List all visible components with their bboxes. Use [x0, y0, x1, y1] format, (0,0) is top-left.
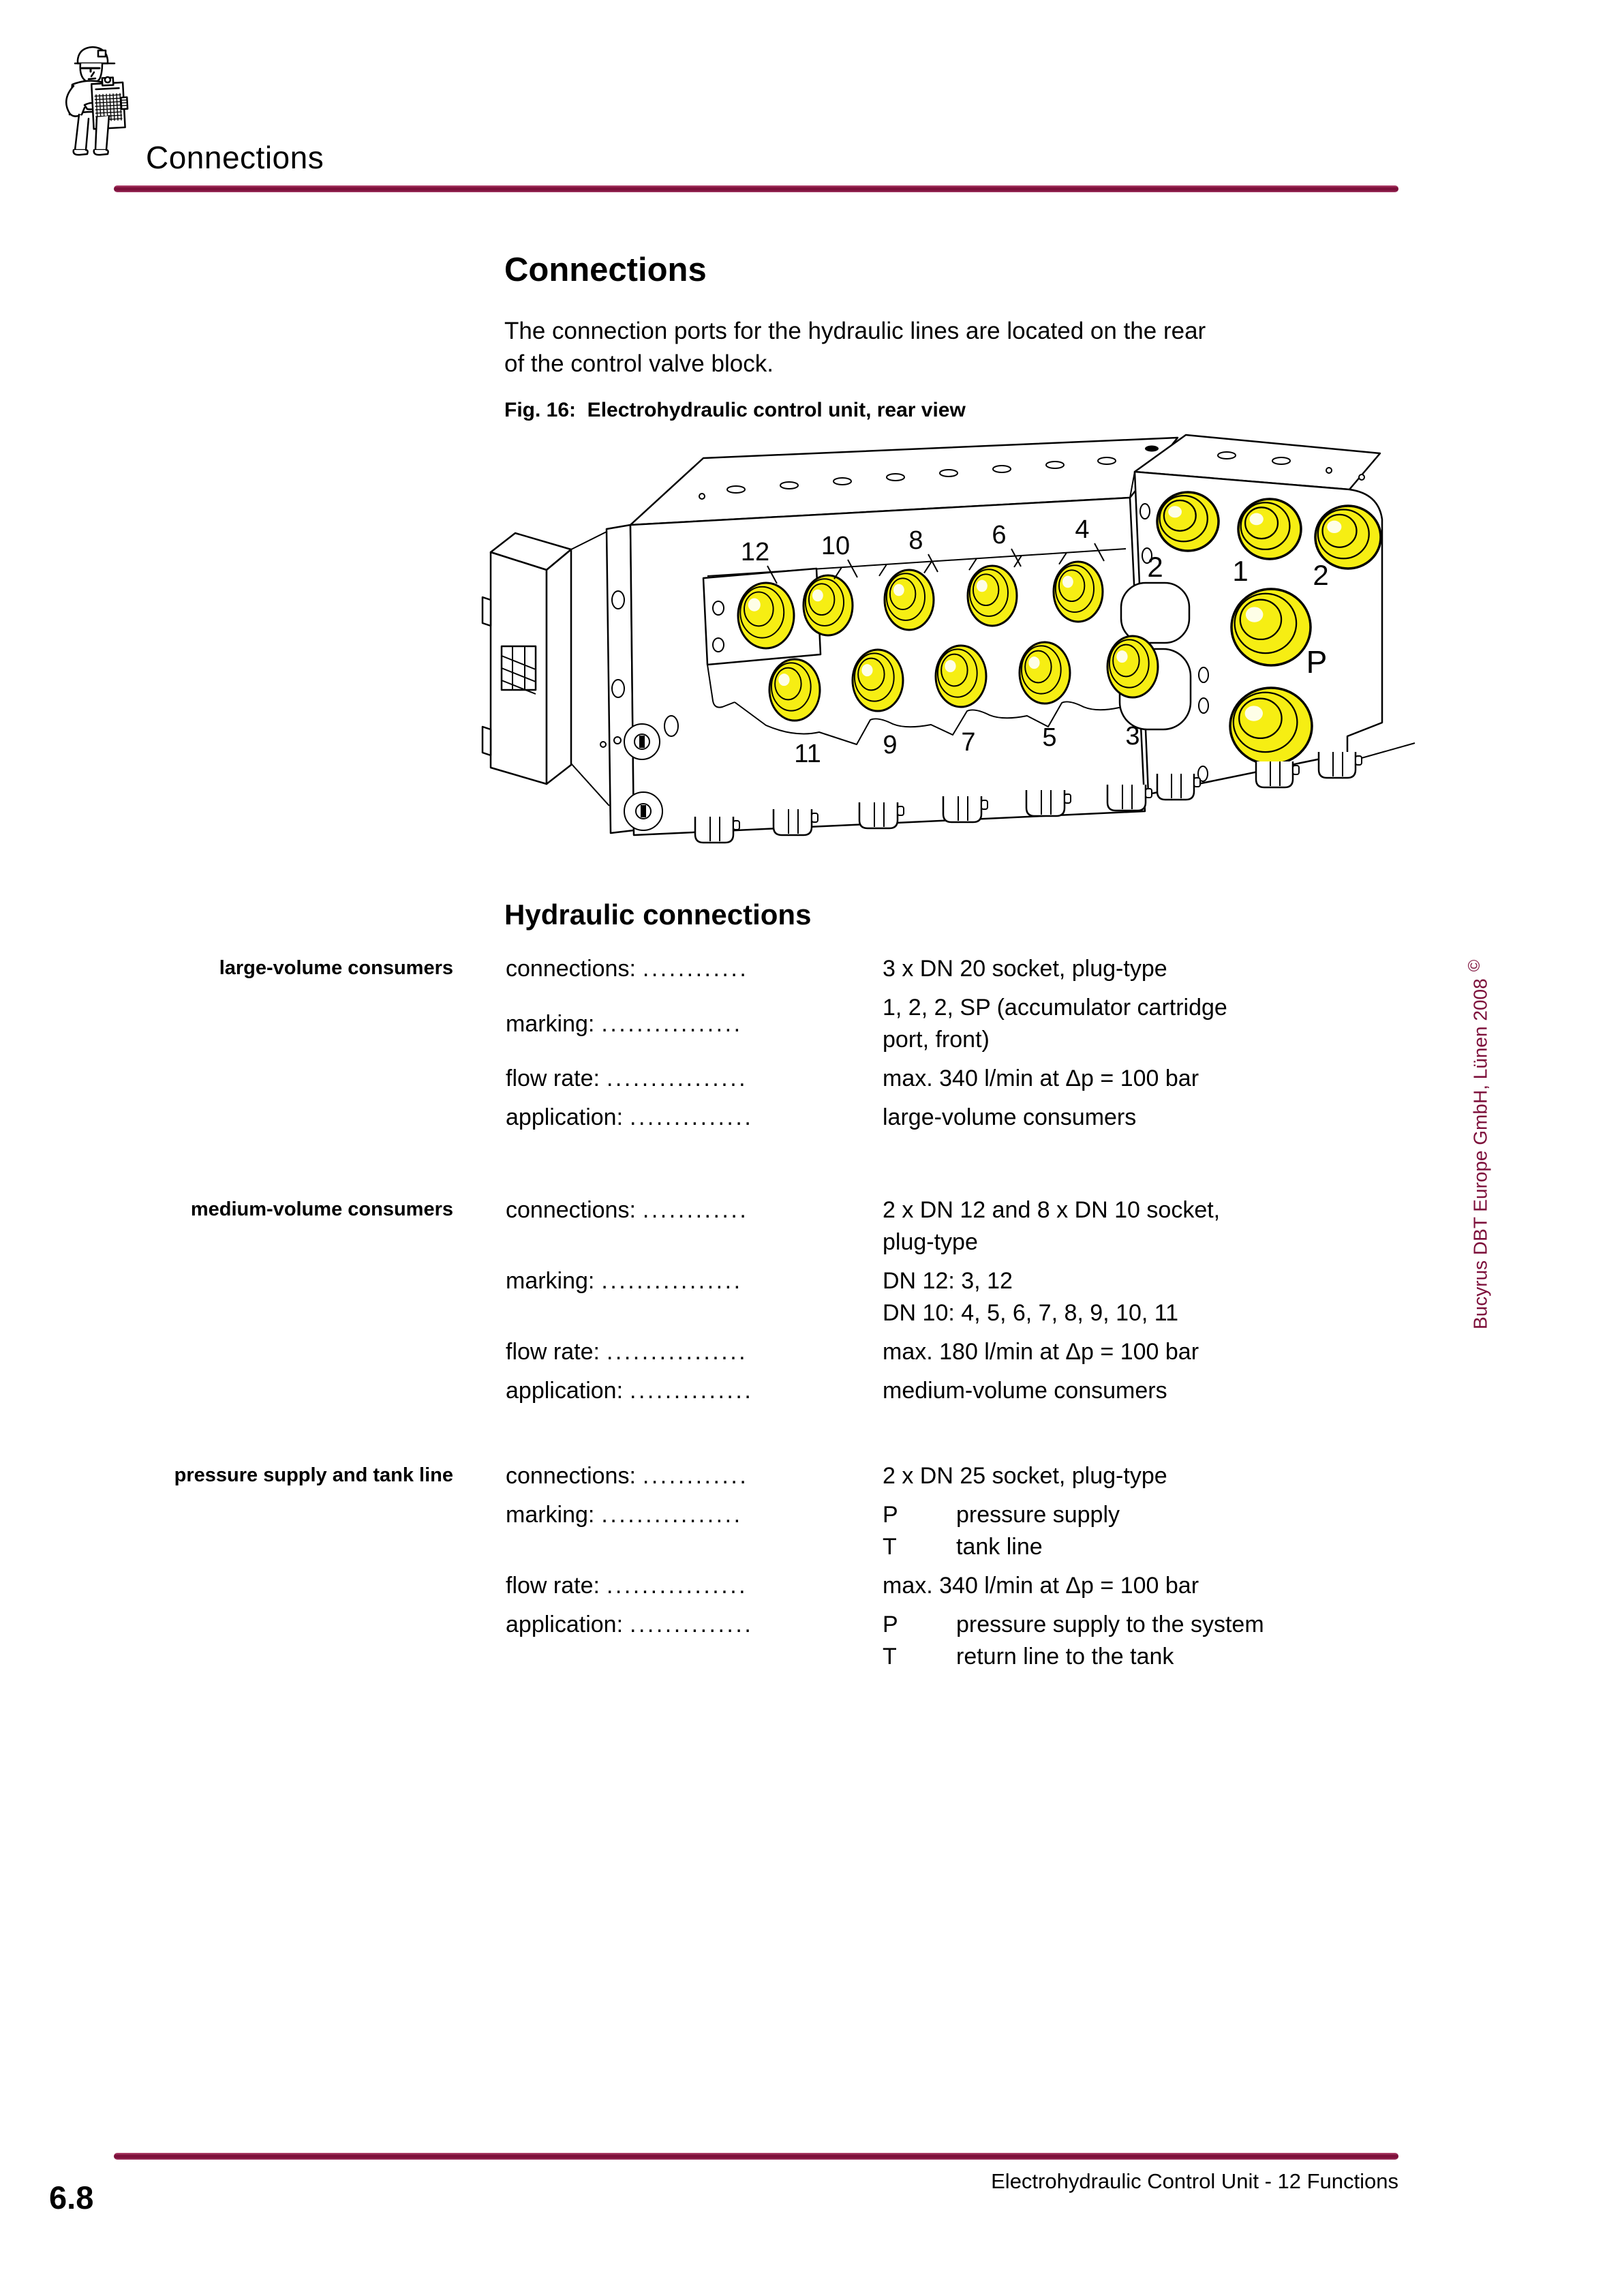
port-label: 1	[1232, 555, 1249, 587]
spec-value-line	[883, 1609, 1412, 1641]
spec-row	[506, 1265, 1412, 1329]
spec-property: marking:	[506, 1268, 595, 1294]
spec-value-line	[883, 1641, 1412, 1673]
port-highlight	[748, 599, 761, 611]
dotted-leader: ..............	[630, 1104, 754, 1130]
spec-value-line	[883, 1531, 1412, 1563]
hex-plug	[1157, 774, 1194, 800]
spec-value-text: plug-type	[883, 1229, 978, 1255]
port-label: 4	[1075, 515, 1090, 544]
hex-plug-ear	[898, 806, 904, 815]
top-hole	[1046, 462, 1064, 468]
port	[738, 583, 794, 648]
hex-plug	[695, 817, 733, 843]
port-highlight	[1062, 576, 1073, 588]
port-highlight	[778, 674, 789, 686]
dotted-leader: ..............	[630, 1378, 754, 1404]
port-label: 6	[992, 521, 1007, 549]
spec-property: connections:	[506, 1463, 636, 1489]
spec-value-text: DN 12: 3, 12	[883, 1268, 1013, 1294]
top-hole	[993, 466, 1011, 472]
hex-plug-ear	[1356, 756, 1362, 765]
spec-property: connections:	[506, 1197, 636, 1223]
spec-property: marking:	[506, 1502, 595, 1528]
spec-row	[506, 1375, 1412, 1407]
spec-value-text: 2 x DN 25 socket, plug-type	[883, 1463, 1167, 1489]
spec-value-key: P	[883, 1502, 898, 1528]
spec-value-text: 1, 2, 2, SP (accumulator cartridge	[883, 995, 1227, 1021]
top-hole	[1272, 457, 1290, 464]
port-highlight	[861, 664, 872, 676]
footer-doc-ref: Electrohydraulic Control Unit - 12 Functions	[991, 2169, 1398, 2193]
spec-section	[0, 1194, 1445, 1414]
spec-row	[506, 1609, 1412, 1673]
top-hole	[1218, 452, 1236, 459]
header-rule	[114, 185, 1398, 192]
spec-value-text: pressure supply to the system	[956, 1612, 1264, 1637]
hex-plug	[1026, 790, 1065, 816]
spec-value-line	[883, 1194, 1412, 1226]
dotted-leader: ................	[606, 1573, 748, 1599]
spec-value-text: max. 340 l/min at Δp = 100 bar	[883, 1066, 1199, 1091]
spec-value-line	[883, 1297, 1412, 1329]
spec-property: application:	[506, 1612, 624, 1637]
spec-value-line	[883, 1226, 1412, 1258]
spec-property: connections:	[506, 956, 636, 982]
port-highlight	[812, 590, 823, 602]
port-label: 11	[794, 740, 821, 768]
dotted-leader: ................	[606, 1339, 748, 1365]
spec-value-line	[883, 1460, 1412, 1492]
port	[1231, 589, 1311, 665]
spec-value-key: P	[883, 1612, 898, 1637]
spec-value-line	[883, 1265, 1412, 1297]
intro-line: The connection ports for the hydraulic lines are located on the rear	[504, 318, 1206, 344]
copyright-margin-note	[1465, 959, 1491, 1329]
valve-block-drawing	[463, 429, 1418, 907]
spec-value-line	[883, 1102, 1412, 1134]
port-label: 2	[1147, 551, 1163, 583]
hex-plug-ear	[1065, 794, 1071, 803]
spec-value-text: 2 x DN 12 and 8 x DN 10 socket,	[883, 1197, 1221, 1223]
socket-screw	[624, 792, 662, 830]
spec-property: flow rate:	[506, 1066, 600, 1091]
spec-section	[0, 1460, 1445, 1680]
dotted-leader: ................	[601, 1010, 743, 1037]
top-hole-small	[1359, 474, 1364, 480]
port-highlight	[977, 580, 988, 592]
page-number: 6.8	[49, 2179, 94, 2216]
port	[853, 650, 903, 711]
port-label: 9	[883, 731, 898, 759]
intro-paragraph	[504, 315, 1206, 380]
top-hole	[1098, 457, 1116, 464]
figure-valve-block	[463, 429, 1418, 907]
figure-caption: Fig. 16: Electrohydraulic control unit, rear view	[504, 399, 966, 421]
spec-section-label: medium-volume consumers	[190, 1198, 453, 1220]
hex-plug	[1256, 761, 1293, 787]
spec-value-text: 3 x DN 20 socket, plug-type	[883, 956, 1167, 982]
worker-clipboard-icon	[55, 42, 131, 157]
spec-section	[0, 953, 1445, 1141]
port-highlight	[1028, 656, 1039, 669]
spec-row	[506, 1336, 1412, 1368]
port	[1230, 688, 1312, 764]
spec-row	[506, 1570, 1412, 1602]
document-title: Connections	[504, 252, 707, 288]
hex-plug-ear	[1146, 789, 1152, 798]
copyright-text: Bucyrus DBT Europe GmbH, Lünen 2008	[1469, 978, 1491, 1329]
top-hole	[833, 478, 851, 485]
spec-value-key: T	[883, 1644, 897, 1670]
spec-value-text: return line to the tank	[956, 1644, 1174, 1670]
dotted-leader: ................	[606, 1066, 748, 1091]
hex-plug	[1319, 752, 1356, 778]
port-highlight	[1246, 607, 1264, 622]
spec-value-line	[883, 1499, 1412, 1531]
spec-section-label: large-volume consumers	[219, 957, 453, 979]
spec-value-text: max. 180 l/min at Δp = 100 bar	[883, 1339, 1199, 1365]
port-label: 12	[740, 538, 770, 567]
port-label: P	[1306, 644, 1328, 680]
hex-plug-ear	[981, 800, 988, 809]
spec-section-label: pressure supply and tank line	[174, 1464, 453, 1486]
hex-plug-ear	[1293, 766, 1299, 774]
hex-plug-ear	[1194, 778, 1200, 787]
spec-value-line	[883, 1063, 1412, 1095]
spec-value-text: pressure supply	[956, 1502, 1120, 1528]
section-heading: Hydraulic connections	[504, 898, 812, 931]
port-label: 7	[961, 728, 976, 757]
spec-row	[506, 1063, 1412, 1095]
port	[769, 659, 820, 721]
port	[1157, 492, 1219, 551]
spec-property: application:	[506, 1104, 624, 1130]
spec-row	[506, 1194, 1412, 1258]
spec-value-line	[883, 992, 1412, 1024]
spec-value-text: medium-volume consumers	[883, 1378, 1167, 1404]
top-hole-small	[699, 494, 705, 499]
hex-plug-ear	[733, 821, 739, 830]
port	[968, 566, 1017, 626]
port-highlight	[1245, 706, 1263, 721]
spec-row	[506, 1460, 1412, 1492]
page-header-title: Connections	[146, 140, 324, 175]
dotted-leader: ..............	[630, 1612, 754, 1637]
spec-value-line	[883, 1375, 1412, 1407]
hex-plug	[774, 809, 812, 835]
port	[1107, 636, 1158, 697]
intro-line: of the control valve block.	[504, 350, 774, 377]
port-highlight	[1168, 506, 1182, 517]
port-highlight	[1327, 521, 1341, 533]
spec-property: application:	[506, 1378, 624, 1404]
port	[1054, 562, 1103, 622]
spec-value-text: tank line	[956, 1534, 1043, 1560]
spec-value-text: port, front)	[883, 1027, 990, 1053]
top-hole	[780, 482, 798, 489]
dotted-leader: ................	[601, 1268, 743, 1294]
port	[1020, 642, 1070, 704]
top-hole	[887, 474, 904, 481]
top-hole	[727, 486, 745, 493]
spec-value-text: large-volume consumers	[883, 1104, 1137, 1130]
copyright-symbol: ©	[1465, 959, 1484, 972]
spec-property: flow rate:	[506, 1339, 600, 1365]
dotted-leader: ............	[642, 956, 749, 982]
hex-plug	[1107, 785, 1146, 811]
port	[885, 570, 934, 630]
spec-row	[506, 1102, 1412, 1134]
port-label: 3	[1125, 722, 1140, 751]
spec-property: flow rate:	[506, 1573, 600, 1599]
spec-value-line	[883, 953, 1412, 985]
port-highlight	[1250, 513, 1264, 526]
port-highlight	[893, 584, 904, 596]
port	[936, 646, 986, 707]
spec-value-line	[883, 1570, 1412, 1602]
port-label: 5	[1042, 723, 1057, 752]
socket-screw	[624, 724, 660, 759]
port-highlight	[1116, 650, 1127, 663]
hex-plug	[859, 802, 898, 828]
port-highlight	[945, 660, 955, 672]
hex-plug	[943, 796, 981, 822]
dotted-leader: ............	[642, 1463, 749, 1489]
spec-property: marking:	[506, 1010, 595, 1037]
hex-plug-ear	[812, 813, 818, 822]
spec-row	[506, 992, 1412, 1056]
spec-value-text: DN 10: 4, 5, 6, 7, 8, 9, 10, 11	[883, 1300, 1179, 1326]
spec-value-line	[883, 1024, 1412, 1056]
port-label: 10	[821, 532, 851, 560]
top-hole-small	[1326, 468, 1332, 473]
spec-row	[506, 953, 1412, 985]
dotted-leader: ................	[601, 1502, 743, 1528]
port-label: 8	[908, 526, 923, 555]
port	[1238, 499, 1301, 559]
spec-value-line	[883, 1336, 1412, 1368]
spec-row	[506, 1499, 1412, 1563]
top-hole	[940, 470, 958, 477]
spec-value-key: T	[883, 1534, 897, 1560]
dotted-leader: ............	[642, 1197, 749, 1223]
footer-rule	[114, 2153, 1398, 2160]
port-label: 2	[1313, 559, 1329, 591]
spec-value-text: max. 340 l/min at Δp = 100 bar	[883, 1573, 1199, 1599]
port	[804, 575, 853, 635]
